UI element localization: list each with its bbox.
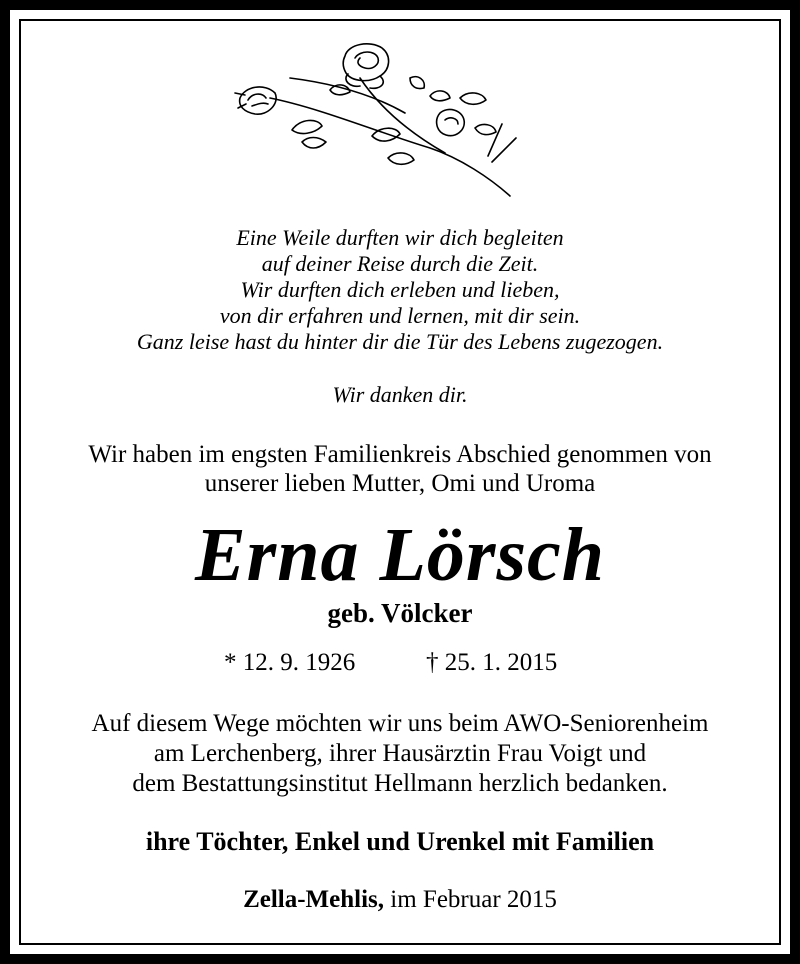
intro-line: unserer lieben Mutter, Omi und Uroma [204,470,596,497]
poem [0,225,800,355]
city: Zella-Mehlis, [243,886,385,913]
gratitude-line: dem Bestattungsinstitut Hellmann herzlich bedanken. [132,770,668,797]
place-and-date [0,884,800,916]
poem-line: Ganz leise hast du hinter dir die Tür des Lebens zugezogen. [136,329,664,354]
signature: ihre Töchter, Enkel und Urenkel mit Familien [145,827,655,856]
birth-date: * 12. 9. 1926 [224,649,356,676]
poem-line: Wir durften dich erleben und lieben, [240,277,560,302]
gratitude-line: am Lerchenberg, ihrer Hausärztin Frau Voigt und [153,740,647,767]
intro-text [0,440,800,498]
death-date: † 25. 1. 2015 [426,649,558,676]
poem-closing: Wir danken dir. [332,382,468,407]
intro-line: Wir haben im engsten Familienkreis Abschied genommen von [88,441,712,468]
maiden-name: geb. Völcker [327,598,473,628]
poem-line: von dir erfahren und lernen, mit dir sein. [219,303,581,328]
roses-icon [230,38,520,198]
poem-line: Eine Weile durften wir dich begleiten [236,225,564,250]
deceased-name: Erna Lörsch [194,513,606,597]
gratitude-text [0,709,800,799]
poem-line: auf deiner Reise durch die Zeit. [261,251,539,276]
notice-date: im Februar 2015 [390,886,557,913]
gratitude-line: Auf diesem Wege möchten wir uns beim AWO-Seniorenheim [91,710,709,737]
